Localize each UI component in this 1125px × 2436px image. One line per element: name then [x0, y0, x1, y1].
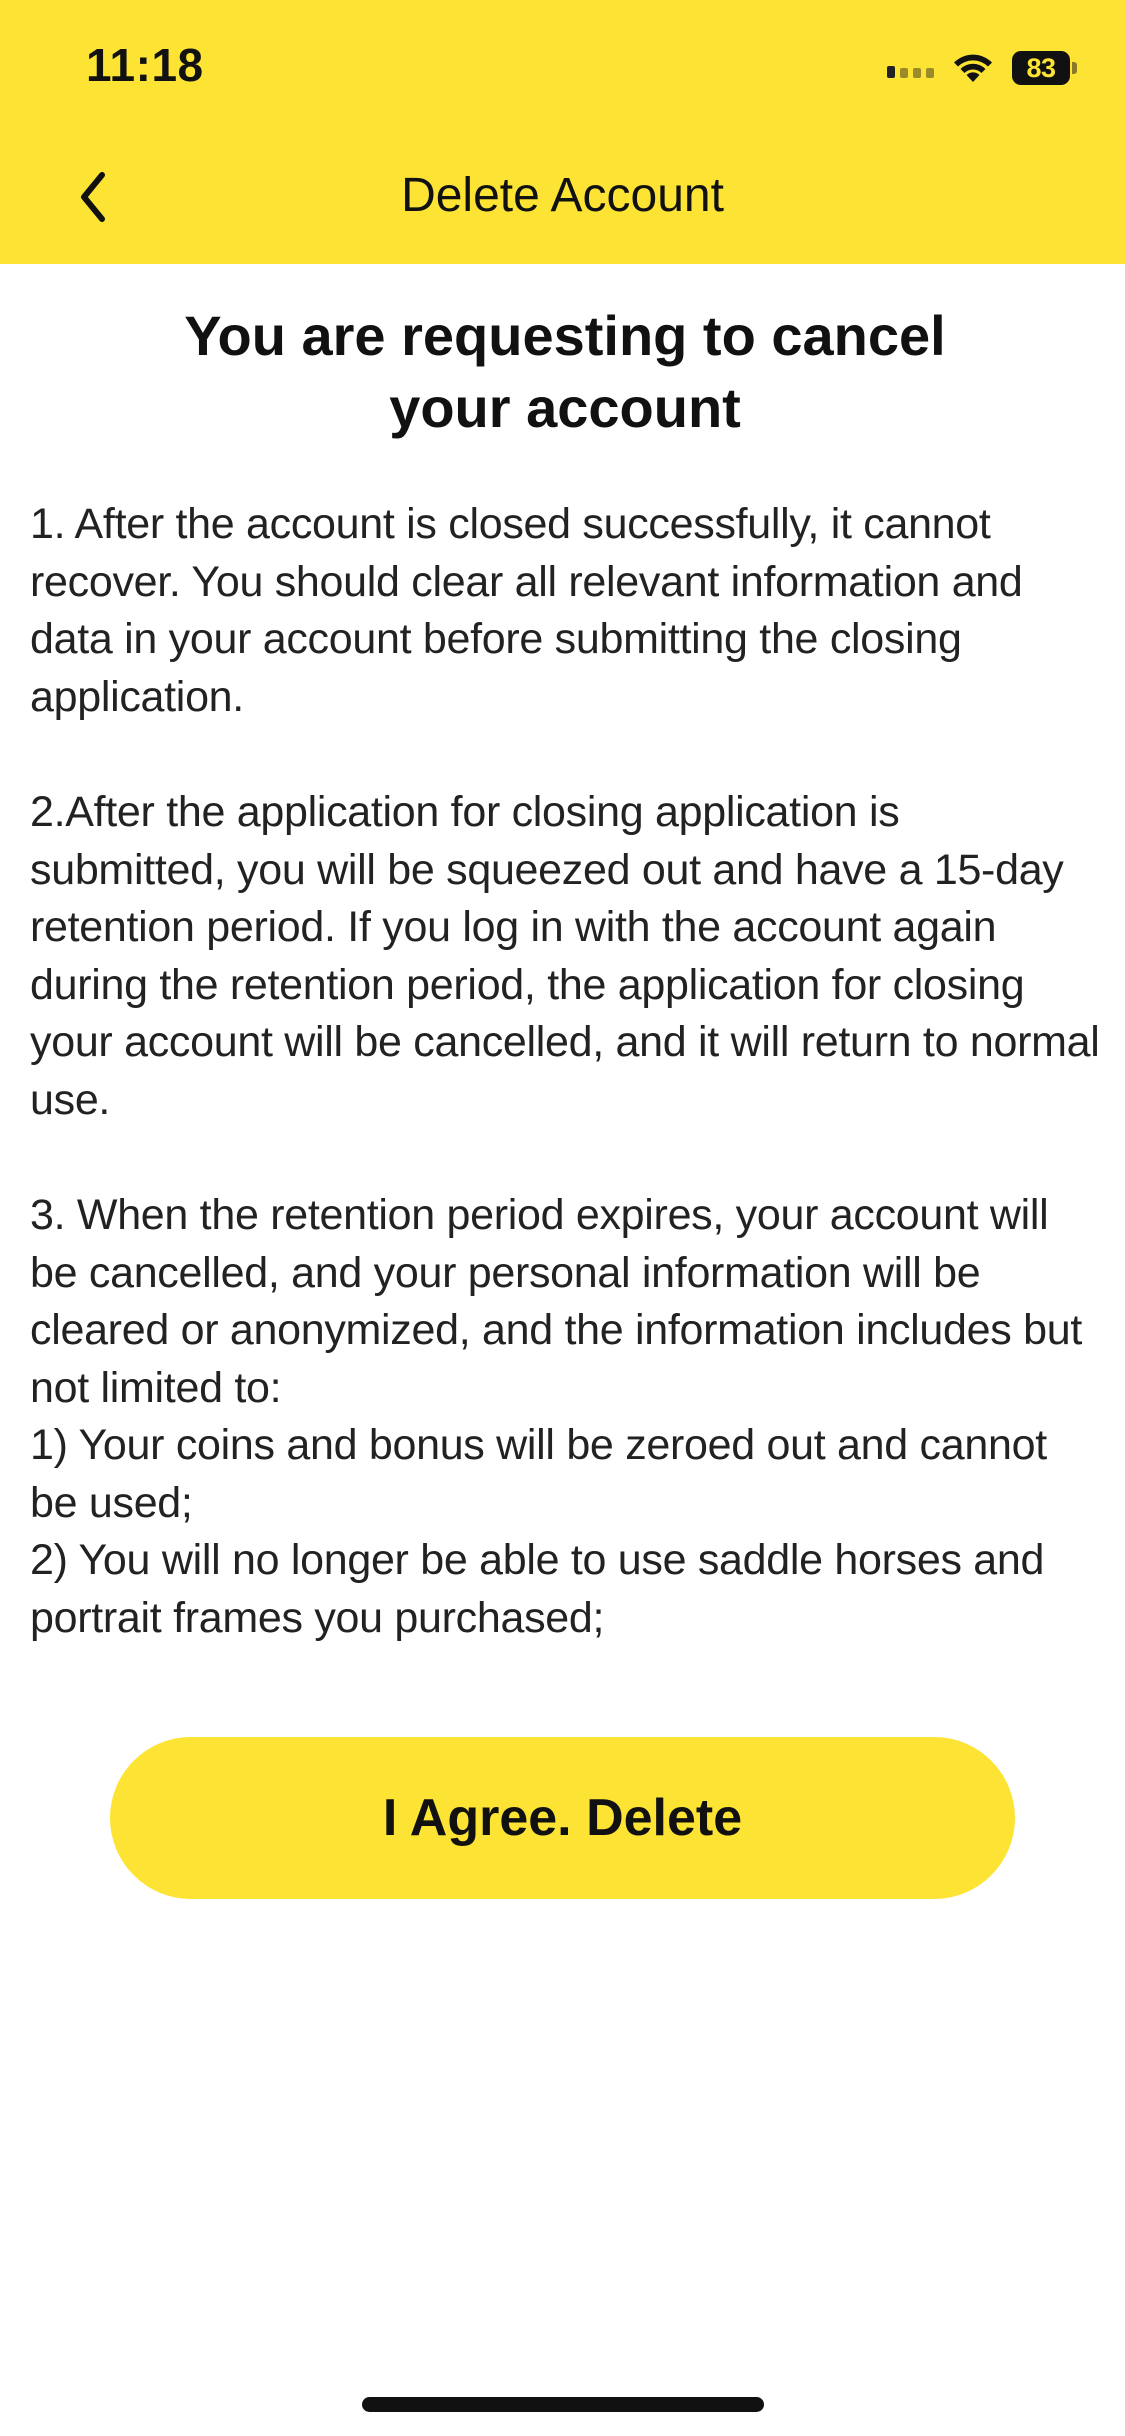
home-indicator[interactable]: [362, 2397, 764, 2412]
paragraph-3-item-1: 1) Your coins and bonus will be zeroed out and cannot be used;: [30, 1421, 1047, 1527]
status-time: 11:18: [86, 39, 204, 91]
battery-icon: [1012, 51, 1077, 85]
main-heading: [30, 300, 1100, 444]
paragraph-1: 1. After the account is closed successfully, it cannot recover. You should clear all relevant information and data in your account before submitting the closing application.: [30, 500, 1023, 721]
page-title: Delete Account: [401, 169, 724, 222]
heading-line-1: You are requesting to cancel: [184, 304, 946, 367]
paragraph-2: 2.After the application for closing application is submitted, you will be squeezed out and have a 15-day retention period. If you log in with the account again during the retention period, the application for closing your account will be cancelled, and it will return to normal use.: [30, 788, 1100, 1124]
cellular-signal-icon: [887, 58, 934, 78]
main-content: [30, 300, 1100, 1647]
heading-line-2: your account: [389, 376, 741, 439]
wifi-icon: [952, 52, 994, 84]
paragraph-3-intro: 3. When the retention period expires, your account will be cancelled, and your personal information will be cleared or anonymized, and the information includes but not limited to:: [30, 1191, 1082, 1412]
paragraph-3-item-2: 2) You will no longer be able to use saddle horses and portrait frames you purchased;: [30, 1536, 1045, 1642]
battery-level: 83: [1012, 51, 1070, 85]
status-icons: [887, 44, 1077, 92]
app-header: [0, 0, 1125, 264]
agree-delete-button[interactable]: I Agree. Delete: [110, 1737, 1015, 1899]
